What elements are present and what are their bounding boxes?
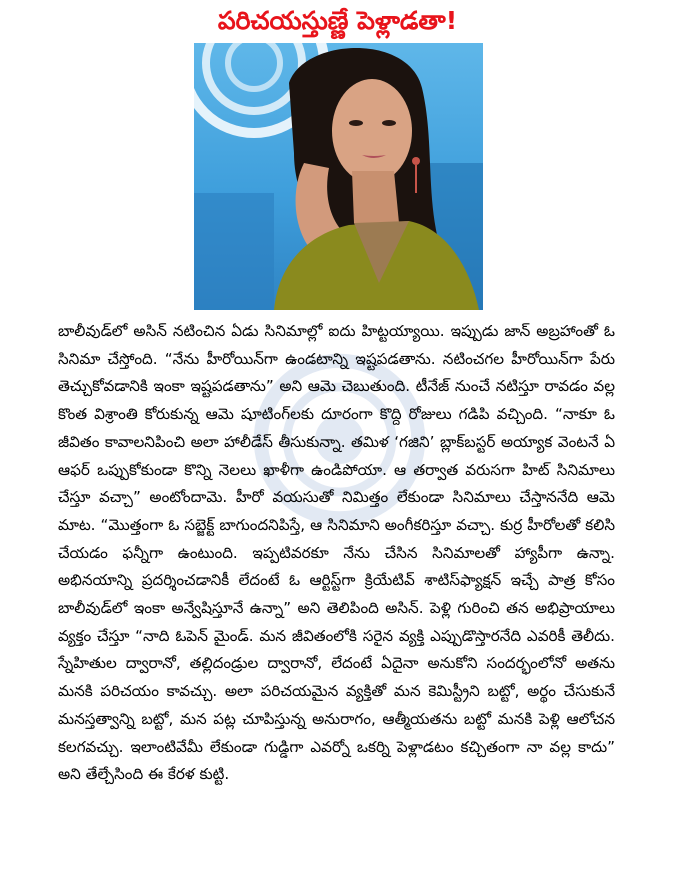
article-body: బాలీవుడ్‌లో అసిన్ నటించిన ఏడు సినిమాల్లో ఐదు హిట్టయ్యాయి. ఇప్పుడు జాన్ అబ్రహాంతో ఓ సినిమా చేస్తోంది. “నేను హీరోయిన్‌గా ఉండటాన్ని ఇష్టపడతాను. నటించగల హీరోయిన్‌గా పేరు తెచ్చుకోవడానికి ఇంకా ఇష్టపడతాను” అని ఆమె చెబుతుంది. టీనేజ్ నుంచే నటిస్తూ రావడం వల్ల కొంత విశ్రాంతి కోరుకున్న ఆమె షూటింగ్‌లకు దూరంగా కొద్ది రోజులు గడిపి వచ్చింది. “నాకూ ఓ జీవితం కావాలనిపించి అలా హాలీడేస్ తీసుకున్నా. తమిళ ‘గజిని’ బ్లాక్‌బస్టర్ అయ్యాక వెంటనే ఏ ఆఫర్ ఒప్పుకోకుండా కొన్ని నెలలు ఖాళీగా ఉండిపోయా. ఆ తర్వాత వరుసగా హిట్ సినిమాలు చేస్తూ వచ్చా” అంటోందామె. హీరో వయసుతో నిమిత్తం లేకుండా సినిమాలు చేస్తాననేది ఆమె మాట. “మొత్తంగా ఓ సబ్జెక్ట్ బాగుందనిపిస్తే, ఆ సినిమాని అంగీకరిస్తూ వచ్చా. కుర్ర హీరోలతో కలిసి చేయడం ఫన్నీగా ఉంటుంది. ఇప్పటివరకూ నేను చేసిన సినిమాలతో హ్యాపీగా ఉన్నా. అభినయాన్ని ప్రదర్శించడానికీ లేదంటే ఓ ఆర్టిస్ట్‌గా క్రియేటివ్ శాటిస్‌ఫ్యాక్షన్ ఇచ్చే పాత్ర కోసం బాలీవుడ్‌లో ఇంకా అన్వేషిస్తూనే ఉన్నా” అని తెలిపింది అసిన్. పెళ్లి గురించి తన అభిప్రాయాలు వ్యక్తం చేస్తూ “నాది ఓపెన్ మైండ్. మన జీవితంలోకి సరైన వ్యక్తి ఎప్పుడొస్తారనేది ఎవరికీ తెలీదు. స్నేహితుల ద్వారానో, తల్లిదండ్రుల ద్వారానో, లేదంటే ఏదైనా అనుకోని సందర్భంలోనో అతను మనకి పరిచయం కావచ్చు. అలా పరిచయమైన వ్యక్తితో మన కెమిస్ట్రీని బట్టో, అర్థం చేసుకునే మనస్తత్వాన్ని బట్టో, మన పట్ల చూపిస్తున్న అనురాగం, ఆత్మీయతను బట్టో మనకి పెళ్లి ఆలోచన కలగవచ్చు. ఇలాంటివేమీ లేకుండా గుడ్డిగా ఎవర్నో ఒకర్ని పెళ్లాడటం కచ్చితంగా నా వల్ల కాదు” అని తేల్చేసింది ఈ కేరళ కుట్టి.: [58, 322, 615, 784]
article-photo: [194, 43, 483, 310]
headline: పరిచయస్తుణ్ణే పెళ్లాడతా!: [217, 6, 458, 35]
